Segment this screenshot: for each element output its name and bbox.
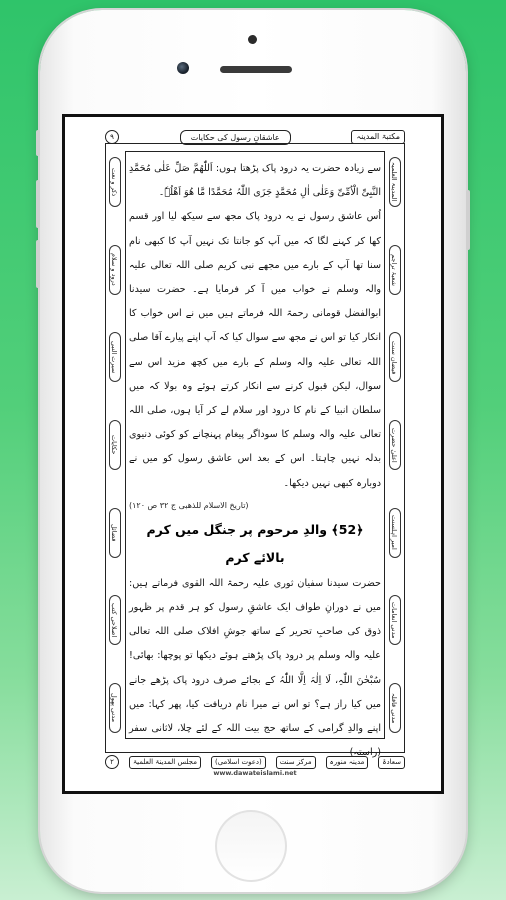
side-label: مدنی پھول bbox=[109, 683, 121, 733]
side-label: شعبۂ تراجم bbox=[389, 245, 401, 295]
book-page[interactable] bbox=[105, 129, 405, 775]
page-text bbox=[129, 157, 381, 765]
section-heading: ﴿52﴾ والدِ مرحوم پر جنگل میں کرم بالائے کرم bbox=[146, 521, 364, 565]
phone-frame bbox=[40, 10, 466, 892]
paragraph: اُس عاشق رسول نے یہ درود پاک مجھ سے سیکھ لیا اور قسم کھا کر کہنے لگا کہ میں آپ کو جانتا تک نہیں آپ کا کبھی نام سنا تھا آپ کے بارے میں مجھے نبی کریم صلی اللہ تعالی علیہ والہ وسلم نے خواب میں آ کر فرمایا ہے۔ حضرت سیدنا ابوالفضل قومانی رحمۃ اللہ فرماتے ہیں میں نے اس خواب کا انکار کیا تو اس نے مجھ سے سوال کیا کہ آپ اپنے پیارے آقا صلی اللہ تعالی علیہ والہ وسلم کے بارے میں کچھ مزید اس سے سوال، لیکن قبول کرنے سے انکار کرتے ہوئے وہ بولا کہ میں سلطان انبیا کے نام کا درود اور سلام لے کر آیا ہوں، صلی اللہ تعالی علیہ والہ وسلم کا سوداگر پیغام پہنچانے کو کوئی دنیوی بدلہ نہیں چاہتا۔ اس کے بعد اس عاشق رسول کو میں نے دوبارہ کبھی نہیں دیکھا۔ bbox=[129, 211, 381, 489]
reference-citation: (تاریخ الاسلام للذھبی ج ۳۲ ص ۱۲۰) bbox=[129, 500, 249, 510]
earpiece-speaker bbox=[220, 66, 292, 73]
home-button[interactable] bbox=[215, 810, 287, 882]
side-label: امیر اہلسنت bbox=[389, 508, 401, 558]
page-footer bbox=[105, 755, 405, 769]
mute-switch bbox=[36, 130, 40, 156]
page-number: ۹ bbox=[105, 130, 119, 144]
side-label: حکایات bbox=[109, 420, 121, 470]
volume-up-button bbox=[36, 180, 40, 228]
paragraph: سے زیادہ حضرت یہ درود پاک پڑھتا ہوں: اَللّٰھُمَّ صَلِّ عَلٰی مُحَمَّدِ النَّبِیِّ الْاُمِّیِّ وَعَلٰی اٰلِ مُحَمَّدٍ جَزَی اللّٰہُ مُحَمَّدًا مَّا ھُوَ اَھْلُہٗ۔ bbox=[129, 163, 381, 199]
side-label: مدنی قافلہ bbox=[389, 683, 401, 733]
side-label: ذکر و نعت bbox=[109, 157, 121, 207]
footer-item: مرکز سنت bbox=[276, 756, 316, 769]
right-side-column bbox=[386, 157, 404, 733]
front-camera-icon bbox=[177, 62, 189, 74]
side-label: سیرت النبی bbox=[109, 332, 121, 382]
header-title: عاشقانِ رسول کی حکایات bbox=[180, 130, 291, 145]
footer-page-number: ۲ bbox=[105, 755, 119, 769]
footer-item: مدینہ منورہ bbox=[326, 756, 369, 769]
footer-label-right: سعادۃ bbox=[378, 756, 405, 769]
website-url: www.dawateislami.net bbox=[213, 769, 297, 777]
volume-down-button bbox=[36, 240, 40, 288]
screen[interactable] bbox=[62, 114, 444, 794]
left-side-column bbox=[106, 157, 124, 733]
side-label: درود و سلام bbox=[109, 245, 121, 295]
paragraph: حضرت سیدنا سفیان ثوری علیہ رحمۃ اللہ القوی فرماتے ہیں: میں نے دورانِ طواف ایک عاشقِ رسول کو ہر قدم پر ظہور ذوق کی صاحبِ تحریر کے ساتھ جوشِ افلاک صلی اللہ تعالی علیہ والہ وسلم پر درود پاک پڑھتے ہوئے دیکھا تو پوچھا: بھائی! سُبْحٰنَ اللّٰہِ، لَا اِلٰہَ اِلَّا اللّٰہُ کے بجائے صرف درود پاک پڑھے جانے میں کیا راز ہے؟ تو اس نے میرا نام دریافت کیا، پھر کہا: میں اپنے والدِ گرامی کے ساتھ حج بیت اللہ کے لئے چلا، لاثانی سفر (راستہ) bbox=[129, 577, 381, 759]
power-button bbox=[466, 190, 470, 250]
side-label: المدینۃ العلمیہ bbox=[389, 157, 401, 207]
header-label-right: مکتبۃ المدینہ bbox=[351, 130, 405, 144]
side-label: مدنی انعامات bbox=[389, 595, 401, 645]
side-label: اصلاحی کتب bbox=[109, 595, 121, 645]
proximity-sensor bbox=[248, 35, 257, 44]
side-label: اعلیٰ حضرت bbox=[389, 420, 401, 470]
side-label: فیضان سنت bbox=[389, 332, 401, 382]
footer-item: مجلس المدینۃ العلمیۃ bbox=[129, 756, 201, 769]
footer-item: (دعوت اسلامی) bbox=[211, 756, 266, 769]
side-label: فضائل bbox=[109, 508, 121, 558]
